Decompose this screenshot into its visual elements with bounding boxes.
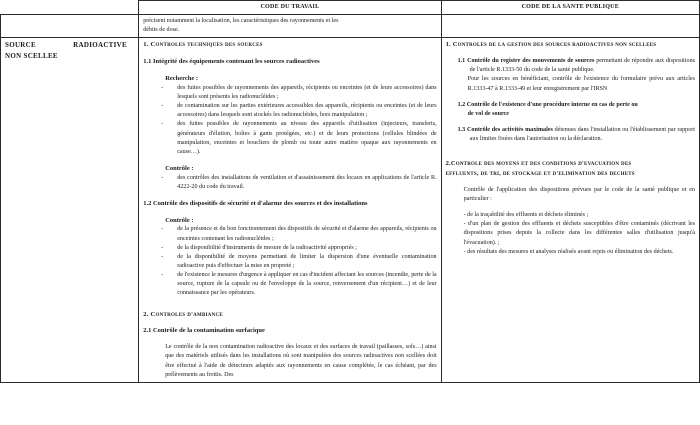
ct-recherche-list [143, 84, 436, 157]
list-item-text: de la disponibilité d'instruments de mesure de la radioactivité appropriés ; [177, 244, 357, 251]
list-item-text: des contrôles des installations de ventilation et d'assainissement des locaux en applications de l'article R. 4222-20 du code du travail. [177, 174, 437, 190]
cs-section-2-bullet-3: - des résultats des mesures et analyses réalisés avant rejets ou élimination des déchets. [463, 248, 674, 255]
list-item-text: de la disponibilité de moyens permettant de limiter la dispersion d'une éventuelle contamination radioactive puis d'effectuer la mise en propreté ; [177, 253, 437, 270]
ct-controle-label-1: Contrôle : [165, 164, 194, 172]
list-item-text: de la présence et du bon fonctionnement des dispositifs de sécurité et d'alarme des appareils, récipients ou enceintes contenant les radionucléides ; [177, 226, 437, 242]
ct-controle-label-2: Contrôle : [165, 216, 194, 224]
table-header-row [1, 1, 700, 15]
intro-text-line1: précisent notamment la localisation, les caractéristiques des rayonnements et les [143, 18, 339, 25]
cs-section-2-bullet-2: - d'un plan de gestion des effluents et déchets susceptibles d'être contaminés (décrivant les dispositions prises depuis la collecte dans les différentes salles d'utilisation jusqu'à l'évacuation). ; [463, 221, 695, 246]
dash-icon: - [161, 253, 164, 260]
list-item [161, 253, 437, 271]
cs-item-1-2-num: 1.2 [457, 101, 466, 108]
ct-controle-list-1 [143, 174, 436, 192]
cs-item-1-1-rest: permettant de répondre aux dispositions de l'article R.1333-50 du code de la santé publique. [469, 58, 695, 74]
cs-section-2-bullet-1: - de la traçabilité des effluents et déchets éliminés ; [463, 212, 589, 219]
cs-section-2-title-line2: effluents, de tri, de stockage et d'elimination des dechets [445, 170, 635, 178]
ct-controle-list-2 [143, 225, 436, 298]
table-content-row [1, 38, 700, 382]
list-item [161, 244, 436, 253]
intro-cell-left [1, 15, 139, 38]
intro-cell-sante [441, 15, 699, 38]
list-item [161, 120, 437, 157]
ct-section-1-title: 1. Controles techniques des sources [143, 41, 263, 49]
dash-icon: - [161, 103, 164, 110]
header-code-sante-publique: CODE DE LA SANTE PUBLIQUE [441, 1, 699, 15]
list-item [161, 174, 437, 192]
dash-icon: - [161, 226, 164, 233]
cs-section-2-title-line1: 2.Controle des moyens et des conditions d'evacuation des [445, 160, 632, 168]
cs-section-2-intro: Contrôle de l'application des dispositions prévues par le code de la santé publique et en particulier : [463, 186, 695, 202]
list-item [161, 84, 437, 102]
ct-recherche-label: Recherche : [165, 75, 199, 83]
category-label [5, 40, 134, 62]
cs-item-1-3-rest: détenues dans l'installation ou l'établissement par rapport aux limites fixées dans l'autorisation ou la déclaration. [469, 127, 695, 143]
ct-section-2-title: 2. Controles d'ambiance [143, 310, 223, 318]
cs-item-1-3-bold: Contrôle des activités maximales [467, 127, 553, 134]
list-item [161, 271, 437, 298]
list-item-text: de contamination sur les parties extérieures accessibles des appareils, récipients ou enceintes (et de leurs accessoires) dans lesquels sont stockés les radionucléides, hors manipulation ; [177, 103, 437, 119]
list-item-text: des fuites possibles de rayonnements des appareils, récipients ou enceintes (et de leurs accessoires) dans lesquels sont présents les radionucléides ; [177, 84, 437, 100]
cs-item-1-1 [458, 57, 695, 75]
cs-item-1-2-line2: de vol de source [467, 110, 509, 117]
intro-text-line2: débits de dose. [143, 27, 180, 34]
category-line2: NON SCELLEE [5, 52, 58, 61]
ct-sub-2-1-title: 2.1 Contrôle de la contamination surfacique [143, 327, 265, 335]
table-intro-row [1, 15, 700, 38]
ct-sub-1-1-title: 1.1 Intégrité des équipements contenant les sources radioactives [143, 58, 320, 66]
ct-sub-2-1-body: Le contrôle de la non contamination radioactive des locaux et des surfaces de travail (paillasses, sols…) ainsi que des matériels utilisés dans les installations où sont manipulées des sources radioactives non scellées doit être effectué à l'aide de détecteurs adaptés aux rayonnements en cause complétée, le cas échéant, par des prélèvements au frottis. Des [165, 344, 437, 378]
dash-icon: - [161, 174, 164, 181]
cs-item-1-3-num: 1.3 [457, 127, 466, 134]
category-word-radioactive: RADIOACTIVE [73, 41, 127, 50]
cs-section-1-title: 1. Controles de la gestion des sources radioactives non scellees [445, 41, 657, 49]
category-cell [1, 38, 139, 382]
intro-cell-travail [139, 15, 441, 38]
list-item-text: des fuites possibles de rayonnements au niveau des appareils d'utilisation (injecteurs, transferts, générateurs d'élution, boîtes à gants protégées, etc.) et de leurs protections (cellules blindées de manipulation, enceintes et boucliers de plomb ou toute autre matière opaque aux rayonnements en cause…). [177, 121, 437, 155]
content-cell-code-travail [139, 38, 441, 382]
cs-item-1-2 [458, 101, 695, 110]
dash-icon: - [161, 84, 164, 91]
header-cell-empty [1, 1, 139, 15]
dash-icon: - [161, 244, 164, 251]
dash-icon: - [161, 272, 164, 279]
category-line1 [5, 40, 127, 51]
cs-item-1-1-cont: Pour les sources en bénéficiant, contrôle de l'existence du formulaire prévu aux articles R.1333-47 à R.1333-49 et leur enregistrement par l'IRSN [467, 76, 695, 92]
cs-item-1-3 [458, 126, 695, 144]
cs-item-1-1-bold: Contrôle du registre des mouvements de sources [467, 58, 595, 65]
list-item [161, 225, 437, 243]
dash-icon: - [161, 121, 164, 128]
content-cell-code-sante [441, 38, 699, 382]
header-code-du-travail: CODE DU TRAVAIL [139, 1, 441, 15]
ct-sub-1-2-title: 1.2 Contrôle des dispositifs de sécurité et d'alarme des sources et des installations [143, 199, 368, 207]
cs-item-1-1-num: 1.1 [457, 58, 466, 65]
list-item-text: de l'existence le mesures d'urgence à appliquer en cas d'incident affectant les sources (incendie, perte de la source, rupture de la capsule ou de l'enveloppe de la source, renversement d'un récipient…) et de leur connaissance par les opérateurs. [177, 272, 437, 297]
cs-item-1-2-line1: Contrôle de l'existence d'une procédure interne en cas de perte ou [466, 101, 638, 108]
category-word-source: SOURCE [5, 41, 36, 50]
list-item [161, 102, 437, 120]
